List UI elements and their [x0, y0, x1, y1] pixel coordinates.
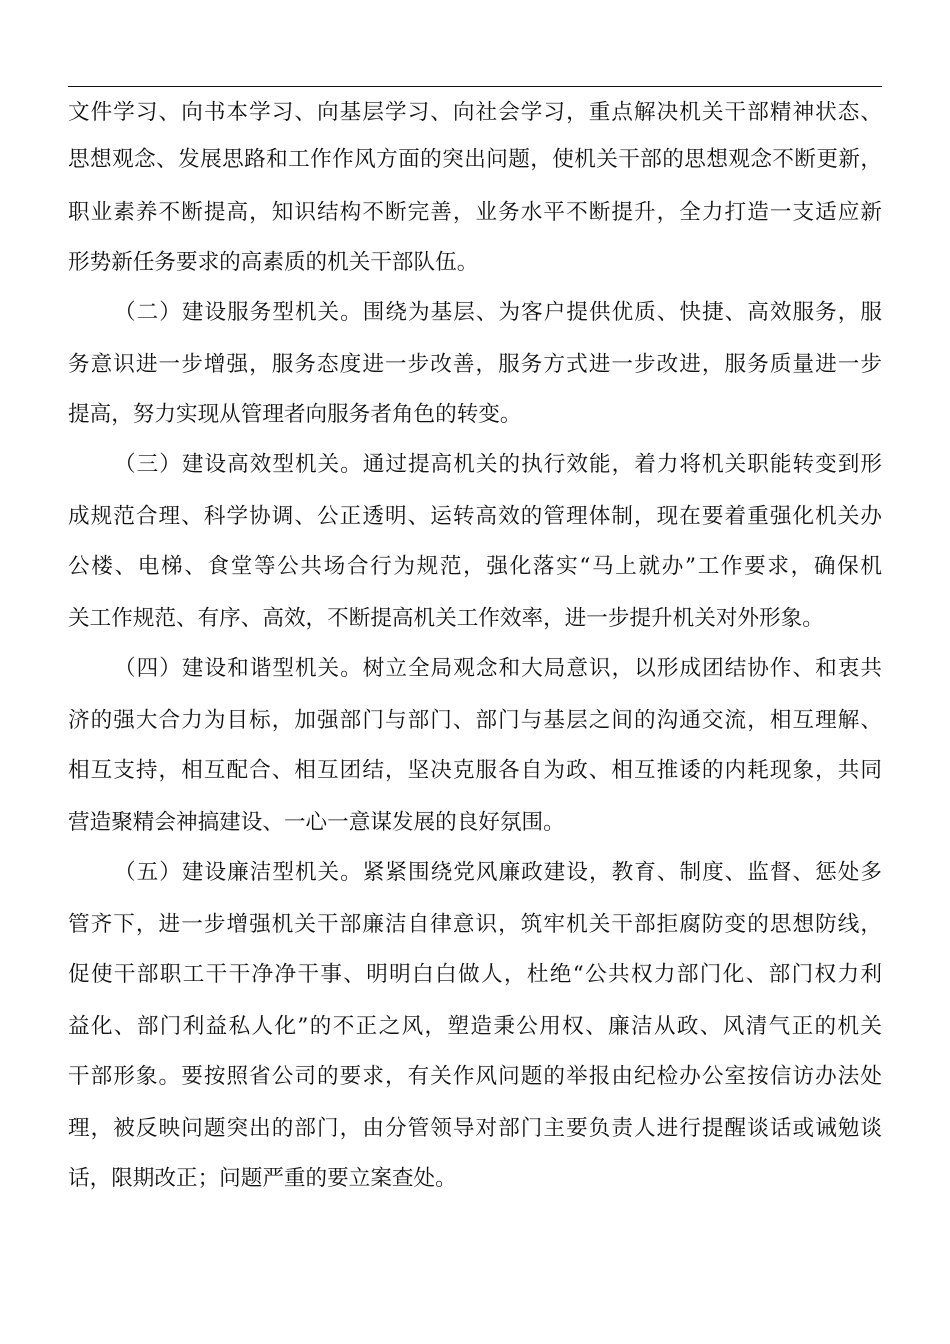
text-line: 公楼、电梯、食堂等公共场合行为规范，强化落实“马上就办”工作要求，确保机: [68, 554, 882, 579]
text-line: 干部形象。要按照省公司的要求，有关作风问题的举报由纪检办公室按信访办法处: [68, 1064, 882, 1089]
text-line: 管齐下，进一步增强机关干部廉洁自律意识，筑牢机关干部拒腐防变的思想防线，: [68, 912, 882, 937]
header-rule: [68, 86, 882, 87]
text-line: 济的强大合力为目标，加强部门与部门、部门与基层之间的沟通交流，相互理解、: [68, 708, 882, 733]
text-line: 理，被反映问题突出的部门，由分管领导对部门主要负责人进行提醒谈话或诫勉谈: [68, 1116, 882, 1141]
paragraph-heading-line: （三）建设高效型机关。通过提高机关的执行效能，着力将机关职能转变到形: [114, 452, 882, 477]
text-line: 相互支持，相互配合、相互团结，坚决克服各自为政、相互推诿的内耗现象，共同: [68, 758, 882, 783]
text-line: 促使干部职工干干净净干事、明明白白做人，杜绝“公共权力部门化、部门权力利: [68, 962, 882, 987]
text-line: 营造聚精会神搞建设、一心一意谋发展的良好氛围。: [68, 810, 565, 835]
text-line: 提高，努力实现从管理者向服务者角色的转变。: [68, 402, 522, 427]
text-line: 职业素养不断提高，知识结构不断完善，业务水平不断提升，全力打造一支适应新: [68, 200, 882, 225]
paragraph-heading-line: （四）建设和谐型机关。树立全局观念和大局意识，以形成团结协作、和衷共: [114, 656, 882, 681]
text-line: 话，限期改正；问题严重的要立案查处。: [68, 1166, 457, 1191]
text-line: 成规范合理、科学协调、公正透明、运转高效的管理体制，现在要着重强化机关办: [68, 504, 882, 529]
text-line: 形势新任务要求的高素质的机关干部队伍。: [68, 250, 479, 275]
text-line: 关工作规范、有序、高效，不断提高机关工作效率，进一步提升机关对外形象。: [68, 606, 824, 631]
text-line: 文件学习、向书本学习、向基层学习、向社会学习，重点解决机关干部精神状态、: [68, 100, 882, 125]
paragraph-heading-line: （二）建设服务型机关。围绕为基层、为客户提供优质、快捷、高效服务，服: [114, 300, 882, 325]
paragraph-heading-line: （五）建设廉洁型机关。紧紧围绕党风廉政建设，教育、制度、监督、惩处多: [114, 860, 882, 885]
text-line: 益化、部门利益私人化”的不正之风，塑造秉公用权、廉洁从政、风清气正的机关: [68, 1014, 882, 1039]
text-line: 思想观念、发展思路和工作作风方面的突出问题，使机关干部的思想观念不断更新，: [68, 147, 882, 172]
text-line: 务意识进一步增强，服务态度进一步改善，服务方式进一步改进，服务质量进一步: [68, 352, 882, 377]
